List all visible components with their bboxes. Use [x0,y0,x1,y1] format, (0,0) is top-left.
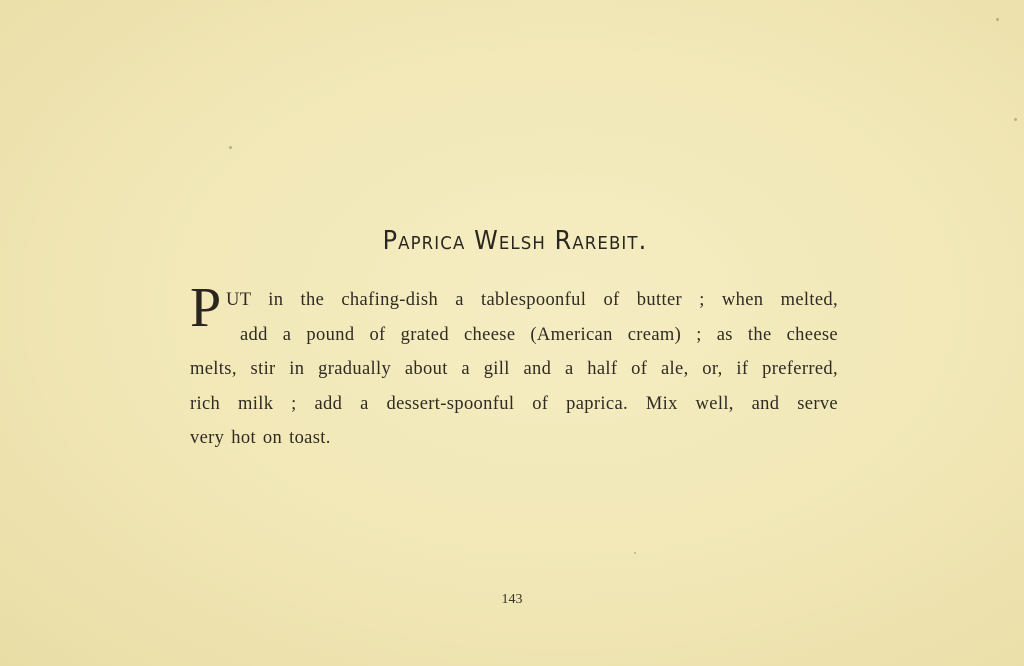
paper-speck [229,146,232,149]
paper-speck [1014,118,1017,121]
drop-cap: P [190,277,222,339]
recipe-title: Paprica Welsh Rarebit. [382,226,648,256]
paper-speck [996,18,999,21]
paper-speck [634,552,636,554]
recipe-text [190,283,838,456]
page-number: 143 [501,592,523,607]
text-line-5: very hot on toast. [190,428,331,448]
text-line-3: melts, stir in gradually about a gill and a half of ale, or, if preferred, [190,359,838,379]
text-line-2: add a pound of grated cheese (American cream) ; as the cheese [240,324,838,345]
text-line-1: UT in the chafing-dish a tablespoonful of butter ; when melted, [226,290,838,310]
text-line-4: rich milk ; add a dessert-spoonful of paprica. Mix well, and serve [190,393,838,414]
